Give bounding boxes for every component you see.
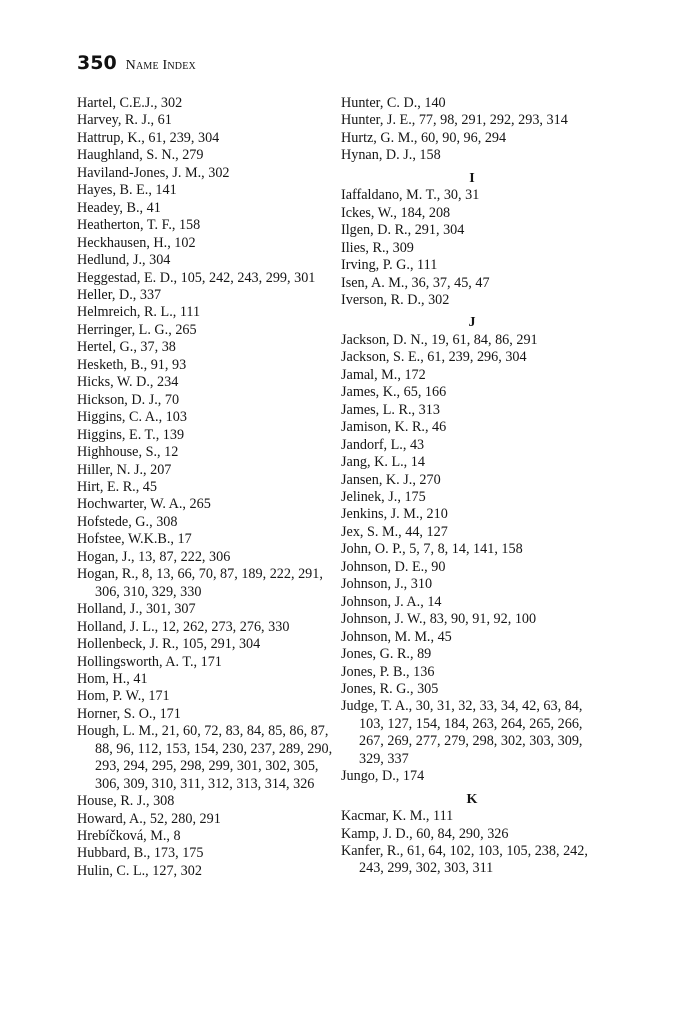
- index-entry: Heller, D., 337: [77, 286, 162, 303]
- index-entry: Horner, S. O., 171: [77, 705, 181, 722]
- index-entry: John, O. P., 5, 7, 8, 14, 141, 158: [341, 541, 523, 558]
- index-entry: Hedlund, J., 304: [77, 252, 171, 269]
- index-entry: Johnson, J. W., 83, 90, 91, 92, 100: [341, 611, 537, 628]
- index-group-j: [341, 332, 603, 786]
- index-entry: Hickson, D. J., 70: [77, 391, 180, 408]
- index-entry: Hunter, C. D., 140: [341, 95, 446, 111]
- running-header: [77, 52, 196, 78]
- index-entry: Kanfer, R., 61, 64, 102, 103, 105, 238, 242, 243, 299, 302, 303, 311: [341, 843, 588, 877]
- index-entry: Jamison, K. R., 46: [341, 419, 447, 436]
- index-entry: Haviland-Jones, J. M., 302: [77, 164, 230, 181]
- index-entry: Hunter, J. E., 77, 98, 291, 292, 293, 314: [341, 112, 568, 129]
- index-entry: Hogan, J., 13, 87, 222, 306: [77, 548, 231, 565]
- index-entry: Hurtz, G. M., 60, 90, 96, 294: [341, 129, 507, 146]
- index-entry: Iverson, R. D., 302: [341, 291, 450, 308]
- index-entry: Jamal, M., 172: [341, 366, 426, 383]
- index-entry: Hartel, C.E.J., 302: [77, 95, 183, 111]
- index-entry: Heggestad, E. D., 105, 242, 243, 299, 301: [77, 269, 316, 286]
- index-entry: Iaffaldano, M. T., 30, 31: [341, 187, 480, 204]
- index-entry: Jansen, K. J., 270: [341, 471, 441, 488]
- index-entry: James, L. R., 313: [341, 401, 440, 418]
- section-letter-j: J: [468, 315, 476, 331]
- index-entry: Holland, J., 301, 307: [77, 601, 196, 618]
- index-entry: Kamp, J. D., 60, 84, 290, 326: [341, 825, 509, 842]
- index-entry: Hollingsworth, A. T., 171: [77, 653, 222, 670]
- index-group-h-continued: [341, 95, 603, 165]
- index-entry: Jungo, D., 174: [341, 768, 425, 785]
- index-column-left: [77, 95, 339, 880]
- index-entry: Highhouse, S., 12: [77, 444, 179, 461]
- index-entry: Jelinek, J., 175: [341, 488, 426, 505]
- index-entry: Hertel, G., 37, 38: [77, 339, 176, 356]
- index-entry: Hynan, D. J., 158: [341, 147, 441, 164]
- index-entry: Higgins, C. A., 103: [77, 409, 187, 426]
- index-entry: Hollenbeck, J. R., 105, 291, 304: [77, 636, 261, 653]
- index-entry: James, K., 65, 166: [341, 384, 447, 401]
- index-entry: Hom, H., 41: [77, 670, 148, 687]
- index-entry: Jandorf, L., 43: [341, 436, 425, 453]
- index-entry: Jones, R. G., 305: [341, 680, 439, 697]
- running-header-title: Name Index: [125, 58, 196, 73]
- index-entry: Helmreich, R. L., 111: [77, 304, 201, 321]
- index-entry: Jackson, S. E., 61, 239, 296, 304: [341, 349, 527, 366]
- index-entry: Ilgen, D. R., 291, 304: [341, 222, 465, 239]
- index-entry: Johnson, D. E., 90: [341, 558, 446, 575]
- index-entry: Hom, P. W., 171: [77, 688, 170, 705]
- index-entry: Johnson, J., 310: [341, 576, 433, 593]
- index-entry: Hough, L. M., 21, 60, 72, 83, 84, 85, 86, 87, 88, 96, 112, 153, 154, 230, 237, 289, 290, 293, 294, 295, 298, 299, 301, 302, 305, 306, 309, 310, 311, 312, 313, 314, 326: [77, 723, 333, 792]
- index-entry: Hesketh, B., 91, 93: [77, 356, 187, 373]
- index-entry: Jang, K. L., 14: [341, 454, 425, 471]
- index-entry: Johnson, J. A., 14: [341, 593, 442, 610]
- index-column-right: [341, 95, 603, 878]
- index-entry: Hirt, E. R., 45: [77, 478, 157, 495]
- index-entry: Hayes, B. E., 141: [77, 182, 177, 199]
- index-entry: Hrebíčková, M., 8: [77, 828, 181, 845]
- index-entry: Jones, G. R., 89: [341, 646, 432, 663]
- index-entry: Hiller, N. J., 207: [77, 461, 172, 478]
- index-entry: Harvey, R. J., 61: [77, 112, 172, 129]
- index-entry: Heatherton, T. F., 158: [77, 217, 201, 234]
- index-entry: Hulin, C. L., 127, 302: [77, 862, 202, 879]
- index-entry: Hattrup, K., 61, 239, 304: [77, 129, 220, 146]
- index-entry: Hubbard, B., 173, 175: [77, 845, 204, 862]
- index-entry: Jenkins, J. M., 210: [341, 506, 448, 523]
- page-number: 350: [77, 52, 117, 74]
- index-entry: Hogan, R., 8, 13, 66, 70, 87, 189, 222, 291, 306, 310, 329, 330: [77, 566, 323, 600]
- index-entry: Haughland, S. N., 279: [77, 147, 204, 164]
- index-entry: Isen, A. M., 36, 37, 45, 47: [341, 274, 490, 291]
- index-entry: Headey, B., 41: [77, 199, 161, 216]
- index-group-k: [341, 808, 603, 878]
- index-entry: Hofstede, G., 308: [77, 513, 178, 530]
- index-entry: Jones, P. B., 136: [341, 663, 435, 680]
- index-entry: Jackson, D. N., 19, 61, 84, 86, 291: [341, 331, 538, 348]
- index-entry: Judge, T. A., 30, 31, 32, 33, 34, 42, 63, 84, 103, 127, 154, 184, 263, 264, 265, 266, 267, 269, 277, 279, 298, 302, 303, 309, 329, 337: [341, 698, 583, 767]
- index-entry: Holland, J. L., 12, 262, 273, 276, 330: [77, 618, 290, 635]
- section-letter-i: I: [469, 170, 475, 186]
- index-entry: Hofstee, W.K.B., 17: [77, 531, 192, 548]
- index-group-i: [341, 187, 603, 309]
- index-entry: Kacmar, K. M., 111: [341, 808, 454, 825]
- index-entry: Jex, S. M., 44, 127: [341, 523, 448, 540]
- index-entry: Herringer, L. G., 265: [77, 321, 197, 338]
- index-entry: Ilies, R., 309: [341, 239, 414, 256]
- index-entry: Heckhausen, H., 102: [77, 234, 196, 251]
- index-entry: Hicks, W. D., 234: [77, 374, 179, 391]
- index-entry: Irving, P. G., 111: [341, 257, 438, 274]
- index-entry: Howard, A., 52, 280, 291: [77, 810, 221, 827]
- index-entry: Hochwarter, W. A., 265: [77, 496, 211, 513]
- section-letter-k: K: [466, 791, 478, 807]
- index-entry: Johnson, M. M., 45: [341, 628, 452, 645]
- index-entry: Higgins, E. T., 139: [77, 426, 185, 443]
- index-entry: House, R. J., 308: [77, 793, 175, 810]
- index-entry: Ickes, W., 184, 208: [341, 204, 451, 221]
